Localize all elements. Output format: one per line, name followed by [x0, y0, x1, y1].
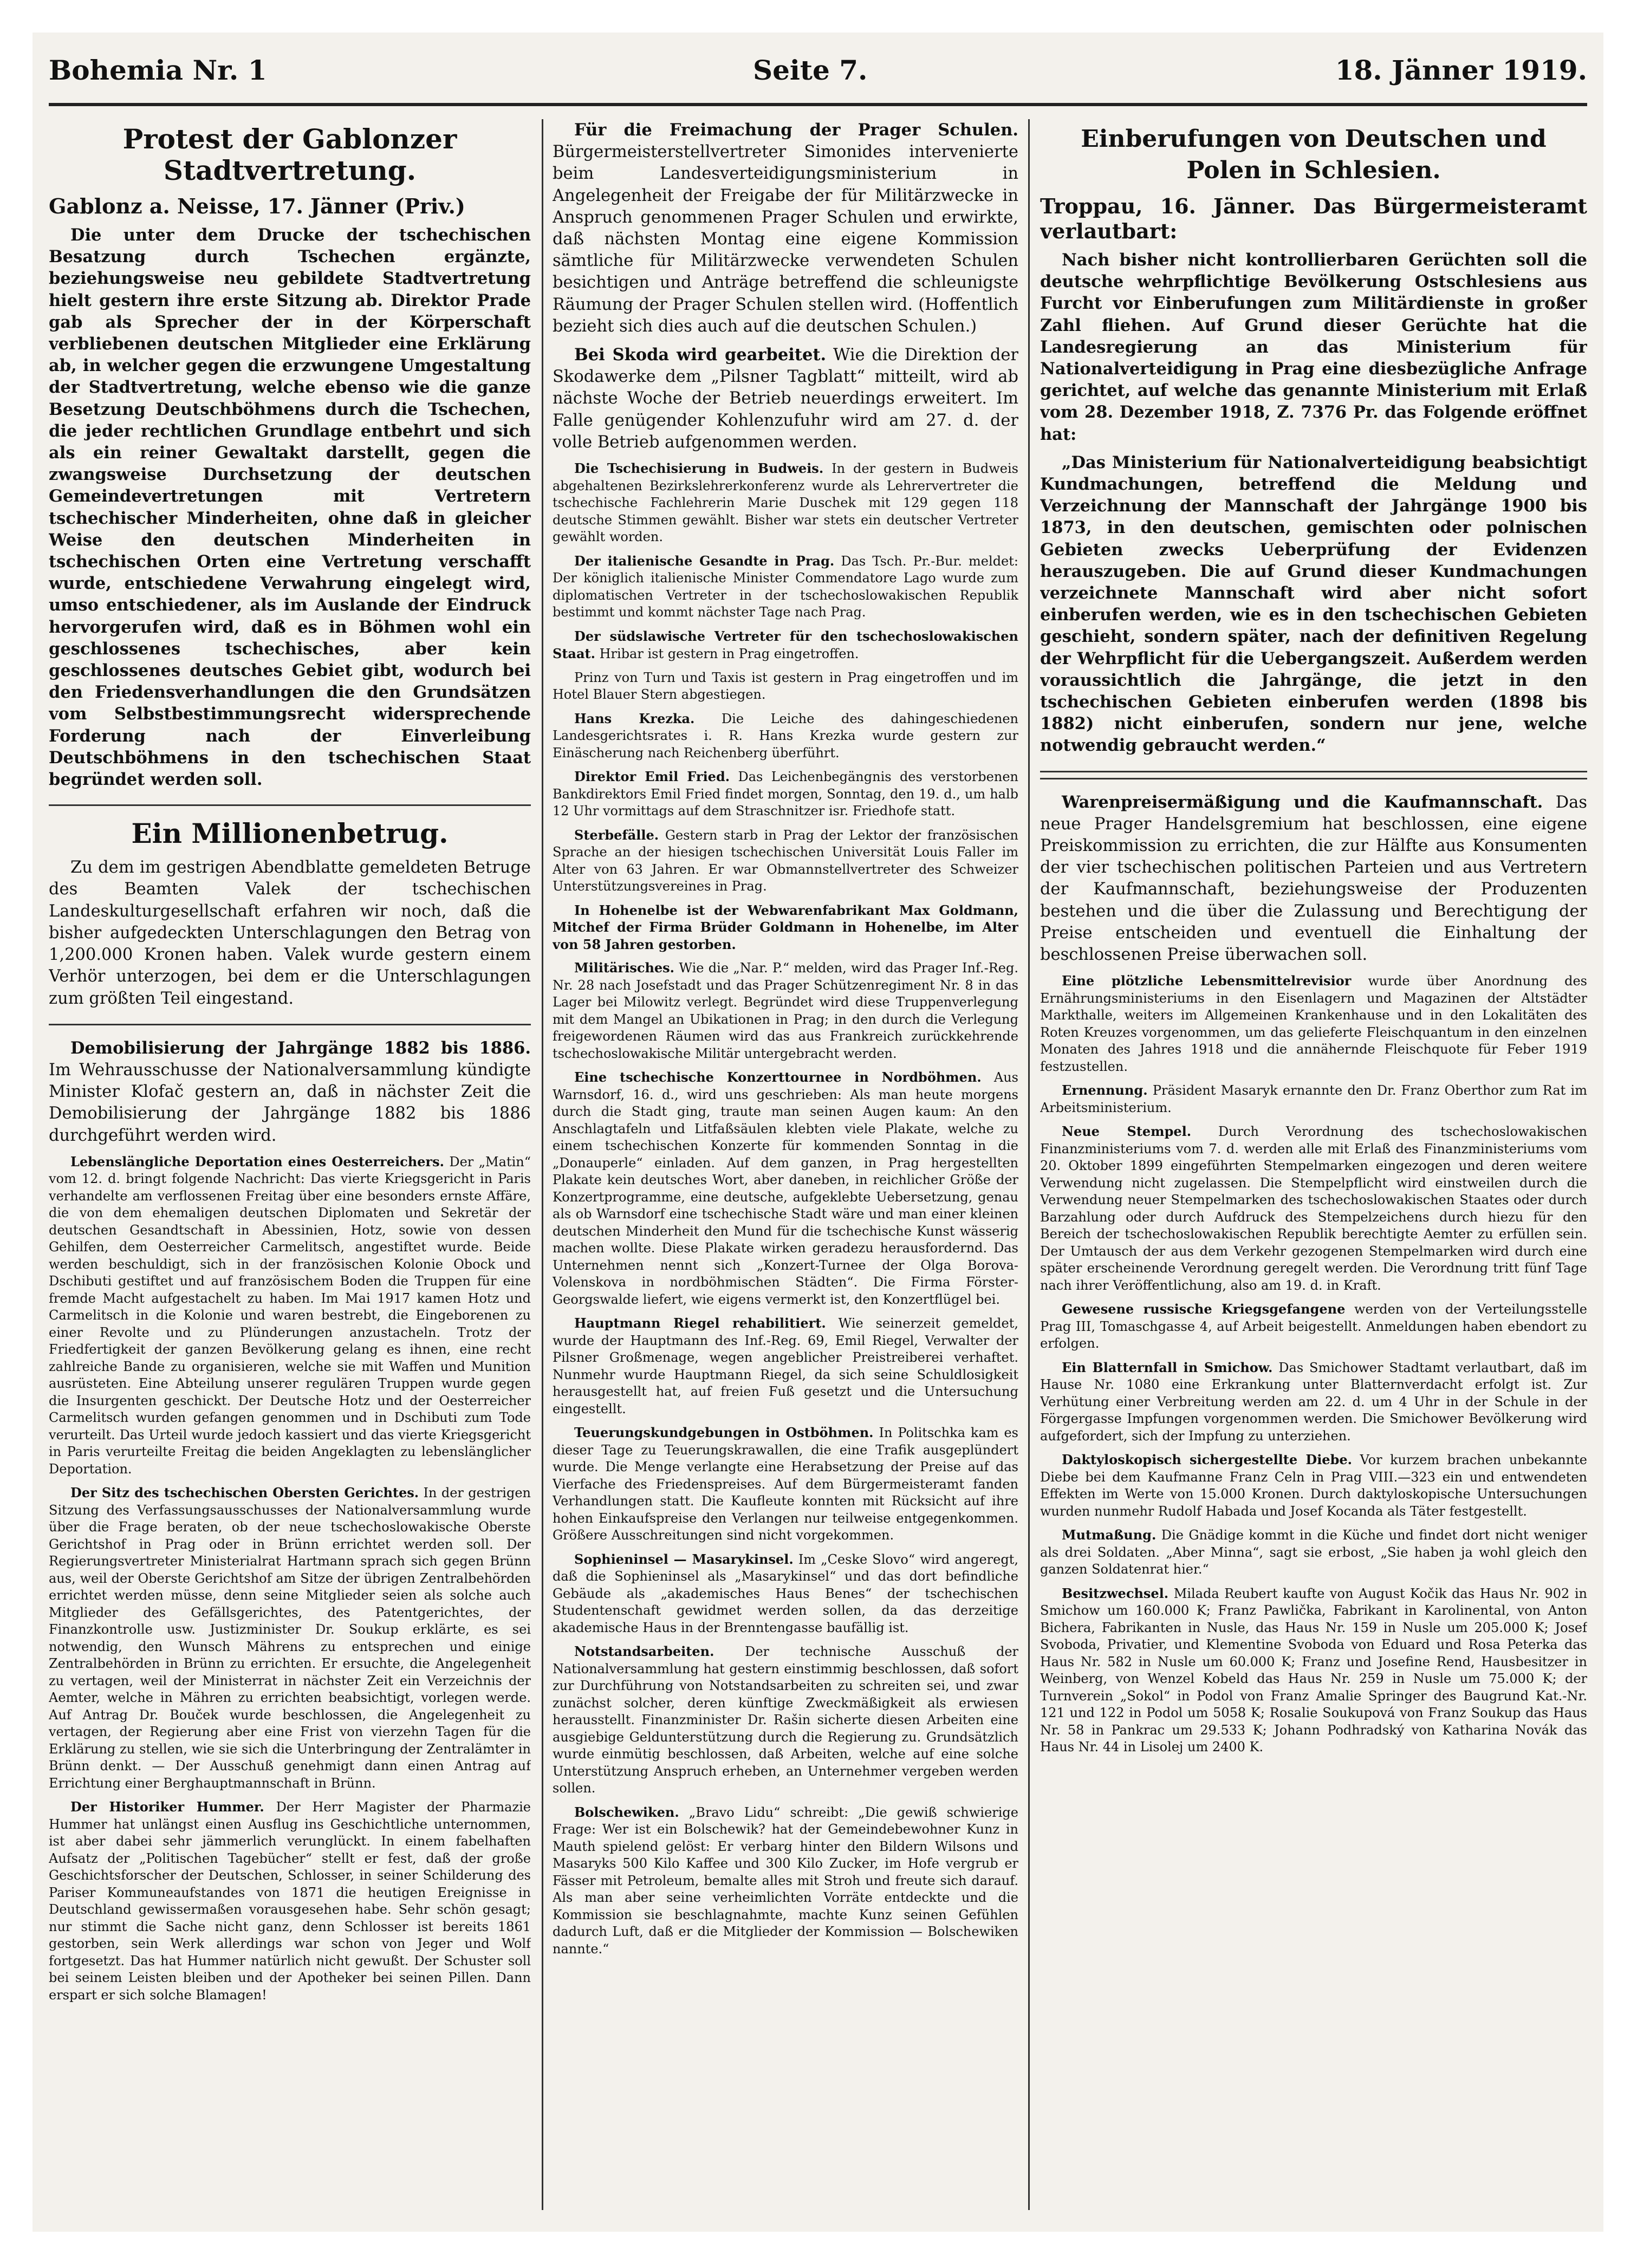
- news-item: [1040, 791, 1587, 966]
- news-item: [49, 1037, 531, 1147]
- column-1: [49, 119, 531, 2210]
- item-text: In der gestrigen Sitzung des Verfassungsausschusses der Nationalversammlung wurde über die Frage beraten, ob der neue tschechoslowakische Oberste Gerichtshof in Prag oder in Brünn errichtet werden soll. Der Regierungsvertreter Ministerialrat Hartmann sprach sich gegen Brünn aus, weil der Oberste Gerichtshof am Sitze der übrigen Zentralbehörden errichtet werden müsse, denn seine Mitglieder seien als solche auch Mitglieder des Gefällsgerichtes, des Patentgerichtes, der Finanzkontrolle usw. Justizminister Dr. Soukup erklärte, es sei notwendig, den Wunsch Mährens zu entsprechen und einige Zentralbehörden in Brünn zu errichten. Er ersuchte, die Angelegenheit zu vertagen, weil der Ministerrat in nächster Zeit ein Verzeichnis der Aemter, welche in Mähren zu errichten beabsichtigt, vorlegen werde. Auf Antrag Dr. Bouček wurde beschlossen, die Angelegenheit zu vertagen, der Regierung aber eine Frist von vierzehn Tagen für die Erklärung zu stellen, wie sie sich die Unterbringung der Zentralämter in Brünn denkt. — Der Ausschuß genehmigt dann einen Antrag auf Errichtung einer Berghauptmannschaft in Brünn.: [49, 1485, 531, 1791]
- item-text: Milada Reubert kaufte von August Kočik das Haus Nr. 902 in Smichow um 160.000 K; Franz Pawlička, Fabrikant in Karolinental, von Anton Bichera, Fabrikanten in Nusle, das Haus Nr. 159 in Nusle um 205.000 K; Josef Svoboda, Privatier, und Klementine Svoboda von Eduard und Rosa Peterka das Haus Nr. 582 in Nusle um 60.000 K; Franz und Josefine Rend, Hausbesitzer in Weinberg, von Wenzel Kobeld das Haus Nr. 259 in Nusle um 75.000 K; der Turnverein „Sokol“ in Podol von Franz Amalie Springer des Baugrund Kat.-Nr. 121 und 122 in Podol um 5058 K; Rosalie Soukupová von Franz Soukup das Haus Nr. 58 in Pankrac um 29.533 K; Johann Podhradský von Katharina Novák das Haus Nr. 44 in Lisolej um 2400 K.: [1040, 1585, 1587, 1755]
- news-item: [553, 710, 1018, 762]
- article-divider: [1040, 771, 1587, 779]
- column-2: [553, 119, 1018, 2210]
- item-title: Notstandsarbeiten.: [574, 1643, 714, 1660]
- item-title: Der italienische Gesandte in Prag.: [574, 553, 835, 569]
- item-text: Hribar ist gestern in Prag eingetroffen.: [599, 646, 859, 662]
- header-publication: Bohemia Nr. 1: [49, 54, 267, 86]
- news-item: [1040, 1359, 1587, 1445]
- item-text: Die Gnädige kommt in die Küche und findet dort nicht weniger als drei Soldaten. „Aber Minna“, sagt sie erbost, „Sie haben ja wohl gleich den ganzen Soldatenrat hier.“: [1040, 1528, 1587, 1577]
- item-text: werden von der Verteilungsstelle Prag III, Tomaschgasse 4, auf Arbeit beigestellt. Anmeldungen haben ebendort zu erfolgen.: [1040, 1302, 1587, 1351]
- news-item: [49, 1484, 531, 1792]
- item-title: Daktyloskopisch sichergestellte Diebe.: [1062, 1452, 1352, 1468]
- item-text: Der Herr Magister der Pharmazie Hummer hat unlängst einen Ausflug ins Geschichtliche unternommen, ist aber dabei sehr jämmerlich verunglückt. In einem fabelhaften Aufsatz der „Politischen Tagebücher“ stellt er fest, daß der große Geschichtsforscher der Deutschen, Schlosser, in seiner Schilderung des Pariser Kommuneaufstandes von 1871 die heutigen Ereignisse in Deutschland gewissermaßen vorausgesehen habe. Sehr schön gesagt; nur stimmt die Sache nicht ganz, denn Schlosser ist bereits 1861 gestorben, sein Werk allerdings war schon von Jeger und Wolf fortgesetzt. Das hat Hummer natürlich nicht gewußt. Der Schuster soll bei seinem Leisten bleiben und der Apotheker bei seinen Pillen. Dann erspart er sich solche Blamagen!: [49, 1799, 531, 2003]
- news-item: [1040, 1585, 1587, 1756]
- header-page-number: Seite 7.: [753, 54, 868, 86]
- item-title: Der Sitz des tschechischen Obersten Gerichtes.: [70, 1485, 419, 1501]
- item-title: Bolschewiken.: [574, 1804, 679, 1820]
- news-item: Prinz von Turn und Taxis ist gestern in Prag eingetroffen und im Hotel Blauer Stern abgestiegen.: [553, 670, 1018, 703]
- item-text: Das Leichenbegängnis des verstorbenen Bankdirektors Emil Fried findet morgen, Sonntag, den 19. d., um halb 12 Uhr vormittags auf dem Straschnitzer isr. Friedhofe statt.: [553, 769, 1018, 819]
- article-headline: Einberufungen von Deutschen und Polen in Schlesien.: [1081, 125, 1547, 184]
- column-rule: [542, 119, 543, 2210]
- item-title: Besitzwechsel.: [1062, 1585, 1169, 1601]
- item-title: Bei Skoda wird gearbeitet.: [574, 345, 827, 365]
- item-title: Direktor Emil Fried.: [574, 769, 730, 785]
- item-text: Das Tsch. Pr.-Bur. meldet: Der königlich italienische Minister Commendatore Lago wurde zum diplomatischen Vertreter in der tschechoslowakischen Republik bestimmt und kommt nächster Tage nach Prag.: [553, 553, 1018, 620]
- news-item: [1040, 1451, 1587, 1520]
- news-item: [553, 1315, 1018, 1418]
- item-title: Der Historiker Hummer.: [70, 1799, 264, 1815]
- item-text: Im Wehrausschusse der Nationalversammlung kündigte Minister Klofač gestern an, daß in nächster Zeit die Demobilisierung der Jahrgänge 1882 bis 1886 durchgeführt werden wird.: [49, 1060, 531, 1145]
- item-title: Neue Stempel.: [1062, 1123, 1192, 1140]
- item-text: Das Smichower Stadtamt verlautbart, daß im Hause Nr. 1080 eine Erkrankung unter Blatternverdacht erfolgt ist. Zur Verhütung einer Verbreitung werden am 22. d. um 4 Uhr in der Schule in der Förgergasse Impfungen vorgenommen werden. Die Smichower Bevölkerung wird aufgefordert, sich der Impfung zu unterziehen.: [1040, 1360, 1587, 1444]
- item-title: Mutmaßung.: [1062, 1527, 1157, 1543]
- item-title: Sterbefälle.: [574, 827, 659, 843]
- item-title: Teuerungskundgebungen in Ostböhmen.: [574, 1425, 874, 1441]
- news-item: [553, 1424, 1018, 1544]
- item-title: Militärisches.: [574, 960, 675, 976]
- header-date: 18. Jänner 1919.: [1335, 54, 1587, 86]
- news-item: [553, 344, 1018, 453]
- news-item: [1040, 1123, 1587, 1294]
- item-text: Wie die „Nar. P.“ melden, wird das Prager Inf.-Reg. Nr. 28 nach Josefstadt und das Prager Schützenregiment Nr. 8 in das Lager bei Milowitz verlegt. Begründet wird diese Truppenverlegung mit dem Mangel an Ubikationen in Prag; in den durch die Verlegung freigewordenen Räumen wird das aus Frankreich zurückkehrende tschechoslowakische Militär untergebracht werden.: [553, 960, 1018, 1061]
- item-text: In Politschka kam es dieser Tage zu Teuerungskrawallen, die eine Trafik ausgeplündert wurde. Die Menge verlangte eine Herabsetzung der Preise auf das Vierfache des Friedenspreises. Auf dem Bürgermeisteramt fanden Verhandlungen statt. Die Kaufleute konnten mit Rücksicht auf ihre hohen Einkaufspreise den Verlangen nur teilweise entgegenkommen. Größere Ausschreitungen sind nicht vorgekommen.: [553, 1425, 1018, 1543]
- news-item: [553, 1643, 1018, 1797]
- item-text: Durch Verordnung des tschechoslowakischen Finanzministeriums vom 7. d. werden alle mit Erlaß des Finanzministeriums vom 20. Oktober 1899 eingeführten Stempelmarken eingezogen und deren weitere Verwendung nicht zugelassen. Die Stempelpflicht wird einstweilen durch die Verwendung neuer Stempelmarken des tschechoslowakischen Staates oder durch Barzahlung oder durch Aufdruck des Stempelzeichens durch hiezu für den Bereich der tschechoslowakischen Republik berechtigte Aemter zu erfüllen sein. Der Umtausch der aus dem Verkehr gezogenen Stempelmarken wird durch eine später erscheinende Verordnung geregelt werden. Die Verordnung tritt fünf Tage nach ihrer Veröffentlichung, also am 19. d. in Kraft.: [1040, 1124, 1587, 1293]
- item-text: Aus Warnsdorf, 16. d., wird uns geschrieben: Als man heute morgens durch die Stadt ging, traute man seinen Augen kaum: An den Anschlagtafeln und Litfaßsäulen klebten viele Plakate, welche zu einem tschechischen Konzerte für kommenden Sonntag in die „Donauperle“ einladen. Auf dem ganzen, in Prag hergestellten Plakate kein deutsches Wort, aber daneben, in reichlicher Größe der Konzertprogramme, eine deutsche, aufgeklebte Uebersetzung, genau als ob Warnsdorf eine tschechische Stadt wäre und man einer kleinen deutschen Minderheit den Mund für die tschechische Kunst wässerig machen wollte. Diese Plakate wirken geradezu herausfordernd. Das Unternehmen nennt sich „Konzert-Turnee der Olga Borova-Volenskova in nordböhmischen Städten“. Die Firma Förster-Georgswalde liefert, wie eigens vermerkt ist, den Konzertflügel bei.: [553, 1070, 1018, 1307]
- article-divider: [49, 1024, 531, 1025]
- article-dateline: Troppau, 16. Jänner. Das Bürgermeisteramt verlautbart:: [1040, 194, 1587, 243]
- column-3: [1040, 119, 1587, 2210]
- item-text: Das neue Prager Handelsgremium hat beschlossen, eine eigene Preiskommission zu errichten, die zur Hälfte aus Konsumenten der vier tschechischen politischen Parteien und aus Vertretern der Kaufmannschaft, beziehungsweise der Produzenten bestehen und die über die Zulassung und Berechtigung der Preise entscheiden und eventuell die Einhaltung der beschlossenen Preise überwachen soll.: [1040, 792, 1587, 965]
- item-title: Hans Krezka.: [574, 710, 695, 726]
- item-title: Eine tschechische Konzerttournee in Nordböhmen.: [574, 1069, 982, 1086]
- news-item: [553, 119, 1018, 337]
- item-title: Gewesene russische Kriegsgefangene: [1062, 1301, 1346, 1317]
- item-text: Der „Matin“ vom 12. d. bringt folgende Nachricht: Das vierte Kriegsgericht in Paris verhandelte am verflossenen Freitag über eine besonders ernste Affäre, die von dem ehemaligen deutschen Diplomaten und Sekretär der deutschen Gesandtschaft in Abessinien, Hotz, sowie von dessen Gehilfen, dem Oesterreicher Carmelitsch, angestiftet wurde. Beide werden beschuldigt, sich in der französischen Kolonie Obock und Dschibuti gestiftet und auf französischem Boden die Truppen für eine fremde Macht aufgestachelt zu haben. Im Mai 1917 kamen Hotz und Carmelitsch in die Kolonie und waren bestrebt, die Eingeborenen zu einer Revolte und zu Plünderungen anzustacheln. Trotz der Friedfertigkeit der ganzen Bevölkerung gelang es ihnen, eine recht zahlreiche Bande zu organisieren, welche sie mit Waffen und Munition ausrüsteten. Eine Abteilung unserer regulären Truppen wurde gegen die Insurgenten geschickt. Der Deutsche Hotz und der Oesterreicher Carmelitsch wurden gefangen genommen und in Dschibuti zum Tode verurteilt. Das Urteil wurde jedoch kassiert und das vierte Kriegsgericht in Paris verurteilte Freitag die beiden Angeklagten zu lebenslänglicher Deportation.: [49, 1154, 531, 1477]
- news-item: [553, 1804, 1018, 1958]
- item-title: Eine plötzliche Lebensmittelrevisior: [1062, 973, 1352, 989]
- page-header: [49, 43, 1587, 106]
- news-item: [49, 1798, 531, 2004]
- column-rule: [1028, 119, 1030, 2210]
- item-text: Der technische Ausschuß der Nationalversammlung hat gestern einstimmig beschlossen, daß sofort zur Durchführung von Notstandsarbeiten zu schreiten sei, und zwar zunächst solcher, deren künftige Zweckmäßigkeit als erwiesen herausstellt. Finanzminister Dr. Rašin sicherte diesen Arbeiten eine ausgiebige Geldunterstützung durch die Regierung zu. Grundsätzlich wurde einmütig beschlossen, daß Arbeiten, welche auf eine solche Unterstützung Anspruch erheben, an Unternehmer vergeben werden sollen.: [553, 1644, 1018, 1796]
- news-item: [1040, 1082, 1587, 1116]
- article-body: Die unter dem Drucke der tschechischen Besatzung durch Tschechen ergänzte, beziehungsweise neu gebildete Stadtvertretung hielt gestern ihre erste Sitzung ab. Direktor Prade gab als Sprecher der in der Körperschaft verbliebenen deutschen Mitglieder eine Erklärung ab, in welcher gegen die erzwungene Umgestaltung der Stadtvertretung, welche ebenso wie die ganze Besetzung Deutschböhmens durch die Tschechen, die jeder rechtlichen Grundlage entbehrt und sich als ein reiner Gewaltakt darstellt, gegen die zwangsweise Durchsetzung der deutschen Gemeindevertretungen mit Vertretern tschechischer Minderheiten, ohne daß in gleicher Weise den deutschen Minderheiten in tschechischen Orten eine Vertretung verschafft wurde, entschiedene Verwahrung eingelegt wird, umso entschiedener, als im Auslande der Eindruck hervorgerufen wird, daß es in Böhmen wohl ein geschlossenes tschechisches, aber kein geschlossenes deutsches Gebiet gibt, wodurch bei den Friedensverhandlungen die den Grundsätzen vom Selbstbestimmungsrecht widersprechende Forderung nach der Einverleibung Deutschböhmens in den tschechischen Staat begründet werden soll.: [49, 225, 531, 790]
- item-text: Gestern starb in Prag der Lektor der französischen Sprache an der hiesigen tschechischen Universität Louis Faller im Alter von 63 Jahren. Er war Obmannstellvertreter des Schweizer Unterstützungsvereines in Prag.: [553, 827, 1018, 894]
- news-item: [1040, 972, 1587, 1075]
- article-dateline: Gablonz a. Neisse, 17. Jänner (Priv.): [49, 194, 465, 218]
- item-text: In der gestern in Budweis abgehaltenen Bezirkslehrerkonferenz wurde als Lehrervertreter die tschechische Fachlehrerin Marie Duschek mit 129 gegen 118 deutsche Stimmen gewählt. Bisher war stets ein deutscher Vertreter gewählt worden.: [553, 461, 1018, 545]
- item-text: Wie die Direktion der Skodawerke dem „Pilsner Tagblatt“ mitteilt, wird ab nächste Woche der Betrieb neuerdings erweitert. Im Falle genügender Kohlenzufuhr wird am 27. d. der volle Betrieb aufgenommen werden.: [553, 346, 1018, 452]
- item-text: Präsident Masaryk ernannte den Dr. Franz Oberthor zum Rat im Arbeitsministerium.: [1040, 1083, 1587, 1115]
- item-text: wurde über Anordnung des Ernährungsministeriums in den Eisenlagern und Magazinen der Altstädter Markthalle, weiters im Allgemeinen Krankenhause und in den Lokalitäten des Roten Kreuzes vorgenommen, um das gelieferte Fleischquantum in den einzelnen Monaten des Jahres 1918 und die annähernde Fleischquote für Feber 1919 festzustellen.: [1040, 973, 1587, 1074]
- news-item: [553, 1069, 1018, 1308]
- item-text: Die Leiche des dahingeschiedenen Landesgerichtsrates i. R. Hans Krezka wurde gestern zur Einäscherung nach Reichenberg überführt.: [553, 711, 1018, 761]
- item-text: Vor kurzem brachen unbekannte Diebe bei dem Kaufmanne Franz Celn in Prag VIII.—323 ein und entwendeten Effekten im Werte von 15.000 Kronen. Durch daktyloskopische Untersuchungen wurden nunmehr Rudolf Habada und Josef Kocanda als Täter festgestellt.: [1040, 1452, 1587, 1519]
- news-item: [1040, 1301, 1587, 1353]
- item-title: Ernennung.: [1062, 1082, 1148, 1099]
- article-headline: Ein Millionenbetrug.: [131, 817, 449, 850]
- news-item: [49, 1153, 531, 1478]
- item-title: Sophieninsel — Masarykinsel.: [574, 1551, 794, 1567]
- news-item: [553, 827, 1018, 895]
- article-divider: [49, 804, 531, 806]
- item-title: Für die Freimachung der Prager Schulen.: [574, 120, 1018, 140]
- item-text: Wie seinerzeit gemeldet, wurde der Hauptmann des Inf.-Reg. 69, Emil Riegel, Verwalter der Pilsner Großmenage, wegen angeblicher Preistreiberei verhaftet. Nunmehr wurde Hauptmann Riegel, da sich seine Schuldlosigkeit herausgestellt hat, auf freien Fuß gesetzt und die Untersuchung eingestellt.: [553, 1316, 1018, 1416]
- article-body: Nach bisher nicht kontrollierbaren Gerüchten soll die deutsche wehrpflichtige Bevölkerung Ostschlesiens aus Furcht vor Einberufungen zum Militärdienste in großer Zahl fliehen. Auf Grund dieser Gerüchte hat die Landesregierung an das Ministerium für Nationalverteidigung in Prag eine diesbezügliche Anfrage gerichtet, auf welche das genannte Ministerium mit Erlaß vom 28. Dezember 1918, Z. 7376 Pr. das Folgende eröffnet hat:: [1040, 250, 1587, 444]
- news-item: [553, 628, 1018, 663]
- newspaper-page: [33, 33, 1603, 2232]
- news-item: [553, 959, 1018, 1062]
- item-title: Der südslawische Vertreter für den tschechoslowakischen Staat.: [553, 628, 1018, 662]
- item-text: Im „Ceske Slovo“ wird angeregt, daß die Sophieninsel als „Masarykinsel“ und das dort befindliche Gebäude als „akademisches Haus Benes“ der tschechischen Studentenschaft gewidmet werden sollen, da das derzeitige akademische Haus in der Brenntengasse baufällig ist.: [553, 1551, 1018, 1635]
- news-item: In Hohenelbe ist der Webwarenfabrikant Max Goldmann, Mitchef der Firma Brüder Goldmann in Hohenelbe, im Alter von 58 Jahren gestorben.: [553, 902, 1018, 952]
- item-title: Die Tschechisierung in Budweis.: [574, 460, 824, 477]
- news-item: [553, 460, 1018, 546]
- article-headline: Protest der Gablonzer Stadtvertretung.: [122, 123, 457, 186]
- article-body: Zu dem im gestrigen Abendblatte gemeldeten Betruge des Beamten Valek der tschechischen Landeskulturgesellschaft erfahren wir noch, daß die bisher aufgedeckten Unterschlagungen den Betrag von 1,200.000 Kronen haben. Valek wurde gestern einem Verhör unterzogen, bei dem er die Unterschlagungen zum größten Teil eingestand.: [49, 858, 531, 1008]
- item-title: Hauptmann Riegel rehabilitiert.: [574, 1315, 826, 1331]
- article-quote: „Das Ministerium für Nationalverteidigung beabsichtigt Kundmachungen, betreffend die Meldung und Verzeichnung der Mannschaft der Jahrgänge 1900 bis 1873, in den deutschen, gemischten oder polnischen Gebieten zwecks Ueberprüfung der Evidenzen herauszugeben. Die auf Grund dieser Kundmachungen verzeichnete Mannschaft wird aber nicht sofort einberufen werden, wie es in den tschechischen Gebieten geschieht, sondern später, nach der definitiven Regelung der Wehrpflicht für die Uebergangszeit. Außerdem werden voraussichtlich die Jahrgänge, die jetzt in den tschechischen Gebieten einberufen werden (1898 bis 1882) nicht einberufen, sondern nur jene, welche notwendig gebraucht werden.“: [1040, 452, 1587, 756]
- item-title: Lebenslängliche Deportation eines Oesterreichers.: [70, 1153, 444, 1169]
- item-title: Demobilisierung der Jahrgänge 1882 bis 1886.: [70, 1038, 531, 1058]
- news-item: [1040, 1526, 1587, 1578]
- item-title: Ein Blatternfall in Smichow.: [1062, 1359, 1273, 1375]
- item-title: Warenpreisermäßigung und die Kaufmannschaft.: [1062, 792, 1543, 812]
- news-item: [553, 1551, 1018, 1637]
- news-item: [553, 553, 1018, 621]
- item-text: Bürgermeisterstellvertreter Simonides intervenierte beim Landesverteidigungsministerium in Angelegenheit der Freigabe der für Militärzwecke in Anspruch genommenen Prager Schulen und erwirkte, daß nächsten Montag eine eigene Kommission sämtliche für Militärzwecke verwendeten Schulen besichtigen und Anträge betreffend die schleunigste Räumung der Prager Schulen stellen wird. (Hoffentlich bezieht sich dies auch auf die deutschen Schulen.): [553, 142, 1018, 336]
- news-item: [553, 768, 1018, 820]
- item-text: „Bravo Lidu“ schreibt: „Die gewiß schwierige Frage: Wer ist ein Bolschewik? hat der Gemeindebewohner Kunz in Mauth spielend gelöst: Er verbarg hinter den Bildern Wilsons und Masaryks 500 Kilo Kaffee und 300 Kilo Zucker, im Hofe vergrub er Fässer mit Petroleum, bemalte alles mit Stroh und freute sich darauf. Als man aber seine verheimlichten Vorräte entdeckte und die Kommission sie beschlagnahmte, machte Kunz seinen Gefühlen dadurch Luft, daß er die Mitglieder der Kommission — Bolschewiken nannte.“: [553, 1804, 1018, 1957]
